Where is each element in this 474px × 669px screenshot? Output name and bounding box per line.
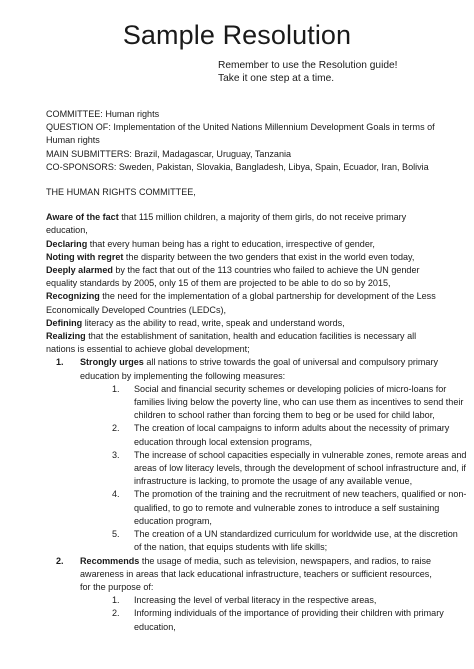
sub-clause-number: 2. — [112, 423, 120, 434]
clause-line: Recognizing the need for the implementation of a global partnership for development of the Less — [46, 291, 436, 302]
sub-clause — [80, 528, 458, 554]
operative-clauses — [46, 356, 467, 633]
clause-line: Aware of the fact that 115 million children, a majority of them girls, do not receive primary — [46, 212, 407, 223]
clause-phrase: Aware of the fact — [46, 212, 119, 223]
clause-phrase: Noting with regret — [46, 251, 124, 262]
sub-clause — [80, 449, 467, 489]
clause-phrase: Defining — [46, 317, 83, 328]
clause-line: equality standards by 2005, only 15 of them are projected to be able to do so by 2015, — [46, 278, 391, 289]
sub-clause-line: Increasing the level of verbal literacy in the respective areas, — [134, 595, 377, 606]
clause-number: 2. — [56, 555, 64, 566]
sub-clause-line: qualified, to go to remote and vulnerable zones to introduce a self sustaining — [134, 502, 440, 513]
sub-clause — [80, 422, 450, 448]
preambulatory-clause — [46, 211, 450, 237]
clause-phrase: Recommends — [80, 555, 140, 566]
sub-clause-number: 1. — [112, 595, 120, 606]
clause-line: Strongly urges all nations to strive towards the goal of universal and compulsory primary — [80, 357, 439, 368]
sub-clause-number: 2. — [112, 608, 120, 619]
preambulatory-clause — [46, 290, 450, 316]
clause-line: Defining literacy as the ability to read, write, speak and understand words, — [46, 317, 345, 328]
clause-phrase: Strongly urges — [80, 357, 144, 368]
sub-clause-line: The creation of local campaigns to inform adults about the necessity of primary — [134, 423, 450, 434]
clause-line: Deeply alarmed by the fact that out of the 113 countries who failed to achieve the UN gender — [46, 265, 420, 276]
reminder-line: Remember to use the Resolution guide! — [218, 60, 398, 71]
clause-number: 1. — [56, 357, 64, 368]
operative-clause — [46, 555, 450, 634]
sub-clause-line: families living below the poverty line, who can use them as incentives to send their — [134, 397, 464, 408]
sub-clause-line: The increase of school capacities especially in vulnerable zones, remote areas and — [134, 449, 467, 460]
sub-clause-line: Informing individuals of the importance of providing their children with primary — [134, 608, 444, 619]
sub-clause-line: education, — [134, 621, 176, 632]
clause-line: nations is essential to achieve global development; — [46, 344, 250, 355]
sub-clause-line: education program, — [134, 515, 212, 526]
resolution-header — [46, 108, 450, 174]
clause-line: Economically Developed Countries (LEDCs), — [46, 304, 227, 315]
sub-clause-line: education through local extension programs, — [134, 436, 313, 447]
clause-phrase: Realizing — [46, 331, 86, 342]
clause-line: education, — [46, 225, 88, 236]
committee-heading: THE HUMAN RIGHTS COMMITTEE, — [46, 187, 196, 198]
preambulatory-clause — [46, 264, 450, 290]
preambulatory-clause — [46, 317, 450, 330]
page-title: Sample Resolution — [122, 20, 352, 50]
clause-phrase: Declaring — [46, 238, 88, 249]
sub-clause-line: areas of low literacy levels, through the development of school infrastructure and, if — [134, 463, 466, 474]
question-line-cont: Human rights — [46, 135, 100, 146]
reminder-line: Take it one step at a time. — [218, 72, 335, 84]
sub-clause — [80, 594, 450, 607]
preambulatory-clause — [46, 251, 450, 264]
sub-clauses — [80, 594, 450, 634]
resolution-body — [46, 108, 467, 634]
sub-clause-line: of the nation, that equips students with life skills; — [134, 542, 328, 553]
reminder-note — [218, 60, 398, 85]
clause-phrase: Recognizing — [46, 291, 100, 302]
sub-clause-line: children to school rather than forcing them to beg or be used for child labor, — [134, 410, 435, 421]
sub-clause — [80, 383, 464, 423]
clause-line: awareness in areas that lack educational infrastructure, teachers or sufficient resources, — [80, 568, 432, 579]
clause-phrase: Deeply alarmed — [46, 265, 113, 276]
sub-clause-line: Social and financial security schemes or developing policies of micro-loans for — [134, 383, 447, 394]
operative-clause — [46, 356, 467, 554]
sub-clause-number: 4. — [112, 489, 120, 500]
clause-line: Realizing that the establishment of sanitation, health and education facilities is necessary all — [46, 331, 417, 342]
clause-line: education by implementing the following measures: — [80, 370, 286, 381]
sub-clause-number: 5. — [112, 529, 120, 540]
sub-clause-line: The promotion of the training and the recruitment of new teachers, qualified or non- — [134, 489, 467, 500]
main-submitters-line: MAIN SUBMITTERS: Brazil, Madagascar, Uruguay, Tanzania — [46, 148, 292, 159]
question-line: QUESTION OF: Implementation of the United Nations Millennium Development Goals in terms of — [46, 122, 435, 133]
sub-clause-number: 1. — [112, 383, 120, 394]
sub-clause — [80, 607, 450, 633]
clause-line: Recommends the usage of media, such as television, newspapers, and radios, to raise — [80, 555, 432, 566]
sub-clauses — [80, 383, 467, 555]
preambulatory-clause — [46, 238, 450, 251]
sub-clause-line: The creation of a UN standardized curriculum for worldwide use, at the discretion — [134, 529, 458, 540]
clause-line: for the purpose of: — [80, 581, 154, 592]
co-sponsors-line: CO-SPONSORS: Sweden, Pakistan, Slovakia, Bangladesh, Libya, Spain, Ecuador, Iran, Bolivia — [46, 161, 429, 172]
sub-clause-number: 3. — [112, 449, 120, 460]
sub-clause — [80, 488, 467, 528]
committee-line: COMMITTEE: Human rights — [46, 109, 160, 119]
preambulatory-clauses — [46, 211, 450, 356]
clause-line: Noting with regret the disparity between the two genders that exist in the world even today, — [46, 251, 415, 262]
preambulatory-clause — [46, 330, 450, 356]
clause-line: Declaring that every human being has a right to education, irrespective of gender, — [46, 238, 375, 249]
sub-clause-line: infrastructure is lacking, to promote the usage of any available venue, — [134, 476, 413, 487]
